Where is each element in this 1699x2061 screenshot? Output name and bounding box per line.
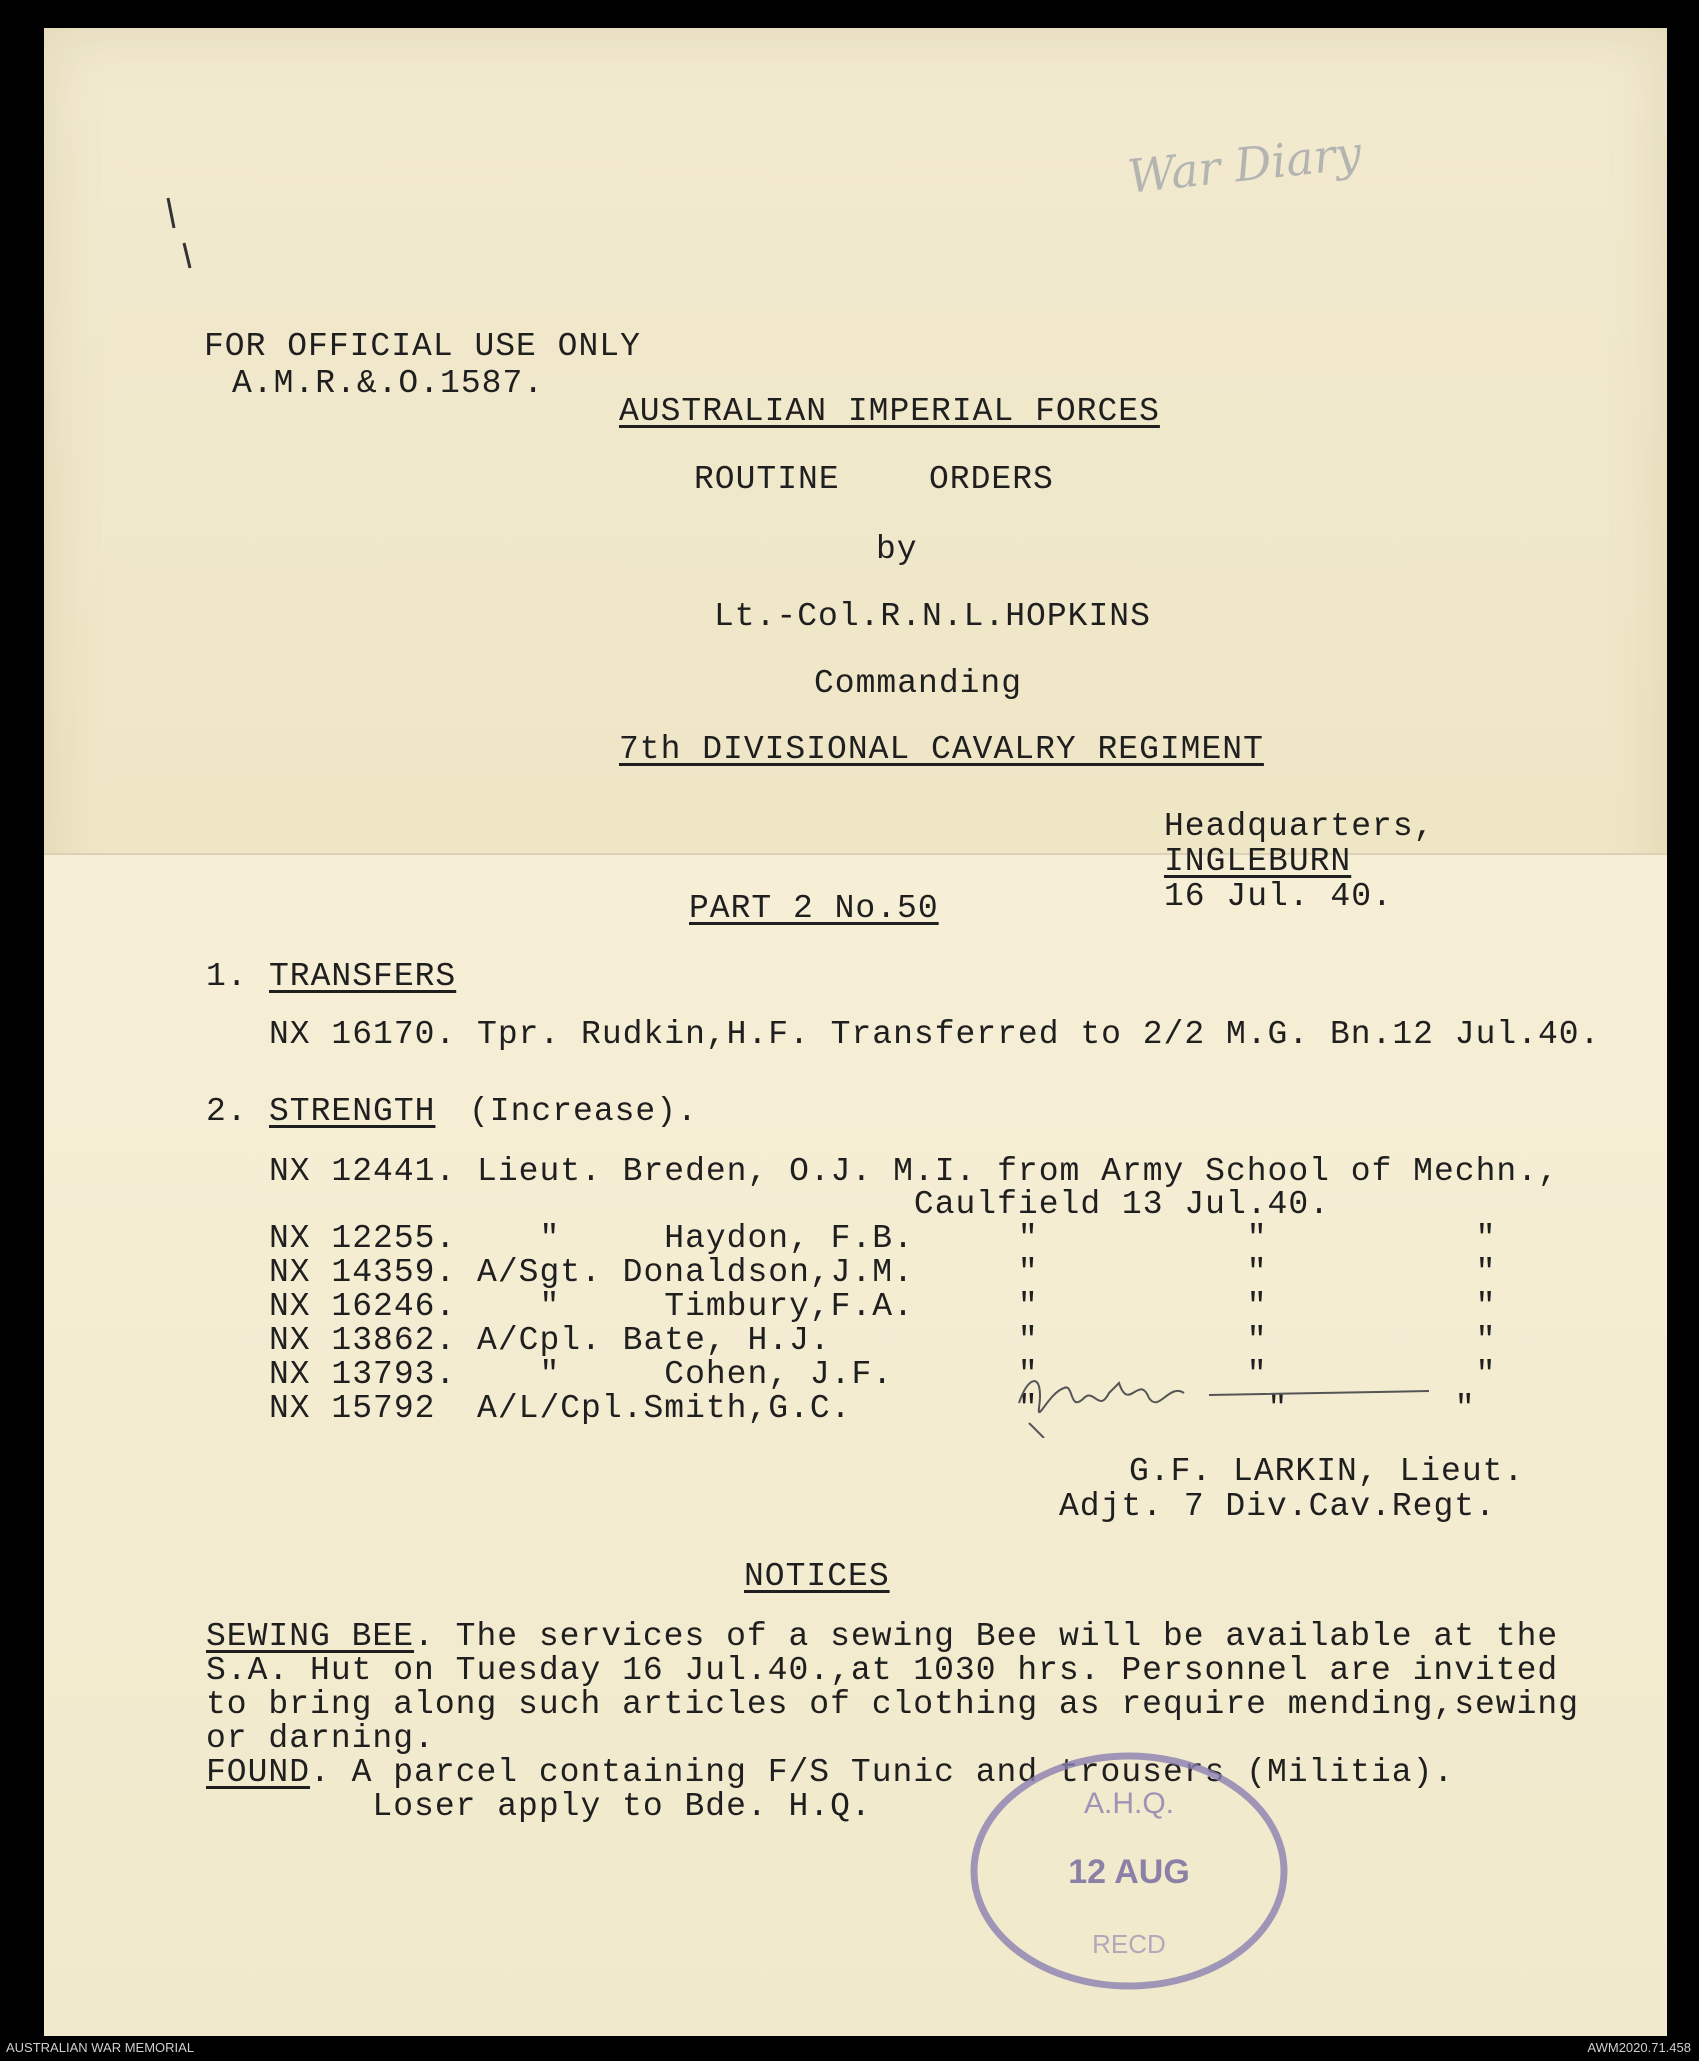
sewing-bee-line: to bring along such articles of clothing as require mending,sewing: [206, 1686, 1580, 1723]
sewing-bee-line: or darning.: [206, 1720, 435, 1757]
found-label: FOUND: [206, 1754, 311, 1791]
strength-row: NX 15792 A/L/Cpl.Smith,G.C. " " ": [269, 1390, 1476, 1427]
footer-credit: AUSTRALIAN WAR MEMORIAL: [6, 2040, 195, 2055]
signatory-title: Adjt. 7 Div.Cav.Regt.: [1059, 1488, 1496, 1525]
location-name: INGLEBURN: [1164, 843, 1352, 880]
handwritten-signature-icon: [1009, 1353, 1439, 1438]
notices-heading: NOTICES: [744, 1558, 890, 1595]
unit-name: 7th DIVISIONAL CAVALRY REGIMENT: [619, 731, 1264, 768]
stamp-line: 12 AUG: [1068, 1853, 1190, 1891]
strength-row: NX 16246. " Timbury,F.A. " " ": [269, 1288, 1497, 1325]
stamp-line: A.H.Q.: [1083, 1787, 1175, 1820]
signatory-name: G.F. LARKIN, Lieut.: [1129, 1453, 1525, 1490]
strength-row: Caulfield 13 Jul.40.: [269, 1186, 1330, 1223]
strength-row: NX 12441. Lieut. Breden, O.J. M.I. from Army School of Mechn.,: [269, 1153, 1559, 1190]
restriction-label: FOR OFFICIAL USE ONLY: [204, 328, 641, 365]
footer-accession: AWM2020.71.458: [1587, 2040, 1691, 2055]
pencil-annotation: War Diary: [1125, 125, 1364, 204]
strength-qualifier: (Increase).: [469, 1093, 698, 1130]
stamp-line: RECD: [1092, 1929, 1166, 1959]
strength-row: NX 13793. " Cohen, J.F. " " ": [269, 1356, 1497, 1393]
commanding-label: Commanding: [814, 665, 1023, 702]
sewing-bee-label: SEWING BEE: [206, 1618, 415, 1655]
paper-fold-line: [44, 853, 1667, 855]
transfers-heading: TRANSFERS: [269, 958, 457, 995]
staple-mark-icon: [154, 188, 204, 278]
part-number: PART 2 No.50: [689, 890, 939, 927]
transfer-entry: NX 16170. Tpr. Rudkin,H.F. Transferred to 2/2 M.G. Bn.12 Jul.40.: [269, 1016, 1601, 1053]
strength-heading: STRENGTH: [269, 1093, 436, 1130]
reference-number: A.M.R.&.O.1587.: [232, 365, 545, 402]
strength-row: NX 12255. " Haydon, F.B. " " ": [269, 1220, 1497, 1257]
sewing-bee-notice: [206, 1618, 1558, 1655]
received-stamp-icon: [964, 1743, 1294, 1998]
strength-row: NX 13862. A/Cpl. Bate, H.J. " " ": [269, 1322, 1497, 1359]
section-number: 2.: [206, 1093, 248, 1130]
order-date: 16 Jul. 40.: [1164, 878, 1393, 915]
sewing-bee-line: S.A. Hut on Tuesday 16 Jul.40.,at 1030 hrs. Personnel are invited: [206, 1652, 1559, 1689]
found-line: Loser apply to Bde. H.Q.: [206, 1788, 872, 1825]
strength-row: NX 14359. A/Sgt. Donaldson,J.M. " " ": [269, 1254, 1497, 1291]
routine-label: ROUTINE: [694, 461, 840, 498]
headquarters-label: Headquarters,: [1164, 808, 1435, 845]
by-label: by: [876, 531, 918, 568]
document-page: [44, 28, 1667, 2036]
found-line: . A parcel containing F/S Tunic and trousers (Militia).: [310, 1754, 1455, 1791]
commander-name: Lt.-Col.R.N.L.HOPKINS: [714, 598, 1151, 635]
orders-label: ORDERS: [929, 461, 1054, 498]
force-title: AUSTRALIAN IMPERIAL FORCES: [619, 393, 1160, 430]
section-number: 1.: [206, 958, 248, 995]
sewing-bee-line: . The services of a sewing Bee will be available at the: [414, 1618, 1559, 1655]
